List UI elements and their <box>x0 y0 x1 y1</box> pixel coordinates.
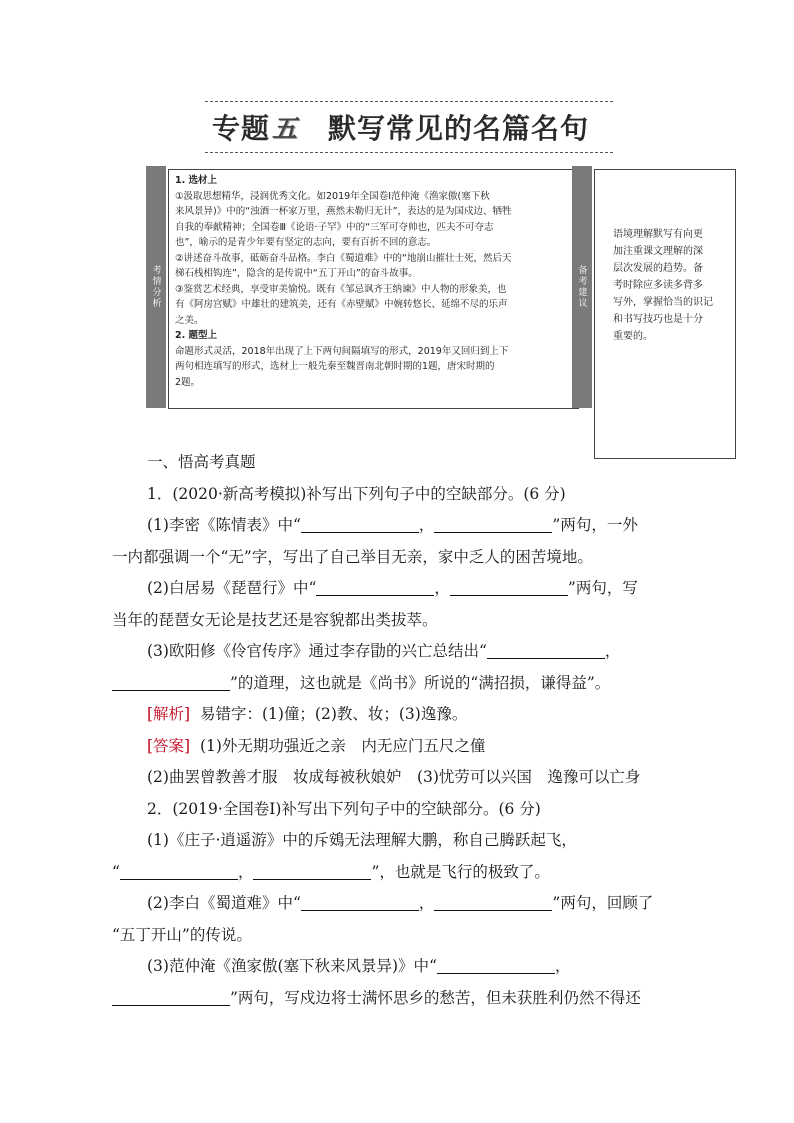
question-2-part-3-cont: ”两句，写戍边将士满怀思乡的愁苦，但未获胜利仍然不得还 <box>112 983 684 1015</box>
answer-blank[interactable] <box>301 514 419 533</box>
answer-blank[interactable] <box>450 577 568 596</box>
advice-line: 和书写技巧也是十分 <box>613 314 703 325</box>
question-1-part-3-cont: ”的道理，这也就是《尚书》所说的“满招损，谦得益”。 <box>112 668 684 700</box>
analysis-line: 两句相连填写的形式，选材上一般先秦至魏晋南北朝时期的1题，唐宋时期的 <box>175 361 495 372</box>
answer-blank[interactable] <box>301 892 419 911</box>
answer-blank[interactable] <box>434 892 552 911</box>
answer-blank[interactable] <box>316 577 434 596</box>
analysis-line: 有《阿房宫赋》中雄壮的建筑美，还有《赤壁赋》中婉转悠长、延绵不尽的乐声 <box>175 299 508 310</box>
title-prefix: 专题 <box>212 112 271 145</box>
exam-analysis-label: 考情分析 <box>146 166 166 408</box>
question-1-part-2-cont: 当年的琵琶女无论是技艺还是容貌都出类拔萃。 <box>112 610 438 629</box>
answer-blank[interactable] <box>120 861 238 880</box>
advice-line: 语境理解默写有向更 <box>613 229 703 240</box>
analysis-text: 易错字：(1)僮；(2)教、妆；(3)逸豫。 <box>199 705 468 723</box>
analysis-line: 也”，喻示的是青少年要有坚定的志向，要有百折不回的意志。 <box>175 237 437 248</box>
page-title <box>212 106 612 148</box>
answer-blank[interactable] <box>487 640 605 659</box>
answer-blank[interactable] <box>112 987 230 1006</box>
answer-blank[interactable] <box>434 514 552 533</box>
answer-tag: [答案] <box>147 736 191 755</box>
question-2-part-1-cont: “ ， ”，也就是飞行的极致了。 <box>112 862 550 881</box>
main-content <box>112 447 684 1014</box>
answer-blank[interactable] <box>112 672 230 691</box>
question-1-title: 1．(2020·新高考模拟)补写出下列句子中的空缺部分。(6 分) <box>147 484 566 503</box>
analysis-tag: [解析] <box>147 705 191 723</box>
exam-analysis-panel <box>168 169 579 409</box>
advice-line: 考时除应多读多背多 <box>613 280 703 291</box>
title-number: 五 <box>272 114 299 143</box>
analysis-line: ③鉴赏艺术经典，享受审美愉悦。既有《邹忌讽齐王纳谏》中人物的形象美，也 <box>175 283 507 295</box>
analysis-heading-1: 1. 选材上 <box>175 175 218 186</box>
title-top-rule <box>205 101 613 102</box>
answer-blank[interactable] <box>253 861 371 880</box>
analysis-line: ①汲取思想精华，浸润优秀文化。如2019年全国卷Ⅰ范仲淹《渔家傲(塞下秋 <box>175 190 490 202</box>
question-2-part-2-cont: “五丁开山”的传说。 <box>112 925 252 944</box>
analysis-row <box>112 699 684 731</box>
analysis-line: ②讲述奋斗故事，砥砺奋斗品格。李白《蜀道难》中的“地崩山摧壮士死，然后天 <box>175 252 512 264</box>
question-2-title: 2．(2019·全国卷Ⅰ)补写出下列句子中的空缺部分。(6 分) <box>147 799 541 818</box>
question-1-part-1: (1)李密《陈情表》中“ ， ”两句，一外 <box>147 516 638 534</box>
analysis-line: 来风景异)》中的“浊酒一杯家万里，燕然未勒归无计”，表达的是为国戍边、牺牲 <box>175 206 512 217</box>
section-heading: 一、悟高考真题 <box>147 453 256 471</box>
answer-text-1: (1)外无期功强近之亲 内无应门五尺之僮 <box>199 736 486 755</box>
prep-advice-label: 备考建议 <box>572 166 592 408</box>
question-1-part-1-cont: 一内都强调一个“无”字，写出了自己举目无亲，家中乏人的困苦境地。 <box>112 547 593 566</box>
answer-blank[interactable] <box>437 955 555 974</box>
answer-text-2: (2)曲罢曾教善才服 妆成每被秋娘妒 (3)忧劳可以兴国 逸豫可以亡身 <box>147 768 641 786</box>
analysis-line: 自我的奉献精神；全国卷Ⅲ《论语·子罕》中的“三军可夺帅也，匹夫不可夺志 <box>175 221 494 233</box>
answer-row <box>112 731 684 763</box>
question-2-part-2: (2)李白《蜀道难》中“ ， ”两句，回顾了 <box>147 894 654 912</box>
advice-line: 层次发展的趋势。备 <box>613 263 703 274</box>
question-1-part-3: (3)欧阳修《伶官传序》通过李存勖的兴亡总结出“ ， <box>147 642 621 660</box>
analysis-line: 命题形式灵活，2018年出现了上下两句间隔填写的形式，2019年又回归到上下 <box>175 345 509 357</box>
question-1-part-2: (2)白居易《琵琶行》中“ ， ”两句，写 <box>147 579 638 597</box>
advice-line: 写外，掌握恰当的识记 <box>613 297 713 308</box>
title-bottom-rule <box>205 152 613 153</box>
analysis-line: 2题。 <box>175 376 201 388</box>
title-text: 默写常见的名篇名句 <box>328 112 590 145</box>
advice-line: 加注重课文理解的深 <box>613 246 703 257</box>
advice-line: 重要的。 <box>613 331 653 342</box>
analysis-line: 之美。 <box>175 314 204 326</box>
analysis-heading-2: 2. 题型上 <box>175 330 218 341</box>
question-2-part-3: (3)范仲淹《渔家傲(塞下秋来风景异)》中“ ， <box>147 957 571 975</box>
analysis-line: 梯石栈相钩连”，隐含的是传说中“五丁开山”的奋斗故事。 <box>175 268 418 279</box>
question-2-part-1: (1)《庄子·逍遥游》中的斥鴳无法理解大鹏，称自己腾跃起飞， <box>147 831 577 849</box>
prep-advice-panel <box>594 169 736 459</box>
